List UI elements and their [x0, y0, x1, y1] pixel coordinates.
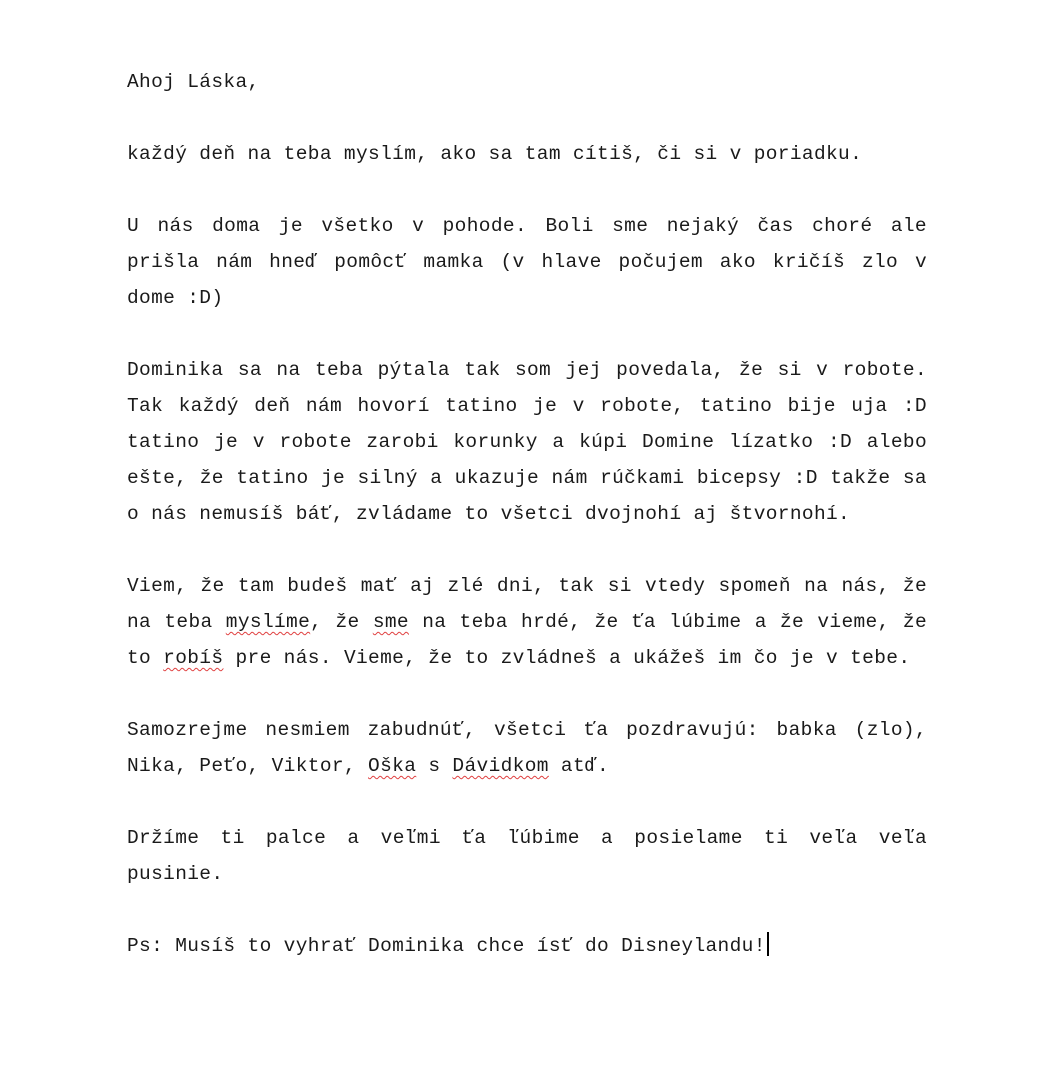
- paragraph-6: Držíme ti palce a veľmi ťa ľúbime a posielame ti veľa veľa pusinie.: [127, 827, 927, 885]
- paragraph-2: U nás doma je všetko v pohode. Boli sme nejaký čas choré ale prišla nám hneď pomôcť mamka (v hlave počujem ako kričíš zlo v dome :D): [127, 215, 927, 309]
- text-cursor: [767, 932, 769, 956]
- paragraph-4: [127, 568, 927, 676]
- paragraph-1: každý deň na teba myslím, ako sa tam cítiš, či si v poriadku.: [127, 143, 863, 165]
- paragraph-5-text: atď.: [548, 755, 610, 777]
- document-body[interactable]: [127, 64, 927, 964]
- paragraph-7: [127, 928, 927, 964]
- paragraph-5-text: s: [416, 755, 453, 777]
- paragraph-7-text: Ps: Musíš to vyhrať Dominika chce ísť do Disneylandu!: [127, 935, 766, 957]
- spelling-error-word[interactable]: Oška: [368, 755, 417, 777]
- paragraph-5-text: Samozrejme nesmiem zabudnúť, všetci ťa pozdravujú: babka (zlo), Nika, Peťo, Viktor,: [127, 719, 927, 777]
- paragraph-5: [127, 712, 927, 784]
- greeting-paragraph: Ahoj Láska,: [127, 71, 260, 93]
- spelling-error-word[interactable]: sme: [372, 611, 409, 633]
- spelling-error-word[interactable]: Dávidkom: [452, 755, 549, 777]
- paragraph-4-text: pre nás. Vieme, že to zvládneš a ukážeš im čo je v tebe.: [223, 647, 911, 669]
- paragraph-4-text: Viem, že tam budeš mať aj zlé dni, tak si vtedy spomeň na nás, že na teba: [127, 575, 927, 633]
- paragraph-4-text: , že: [310, 611, 373, 633]
- paragraph-4-text: na teba hrdé, že ťa lúbime a že vieme, že to: [127, 611, 928, 669]
- spelling-error-word[interactable]: robíš: [163, 647, 224, 669]
- paragraph-3: Dominika sa na teba pýtala tak som jej povedala, že si v robote. Tak každý deň nám hovorí tatino je v robote, tatino bije uja :D tatino je v robote zarobi korunky a kúpi Domine lízatko :D alebo ešte, že tatino je silný a ukazuje nám rúčkami bicepsy :D takže sa o nás nemusíš báť, zvládame to všetci dvojnohí aj štvornohí.: [127, 359, 927, 525]
- spelling-error-word[interactable]: myslíme: [225, 611, 311, 633]
